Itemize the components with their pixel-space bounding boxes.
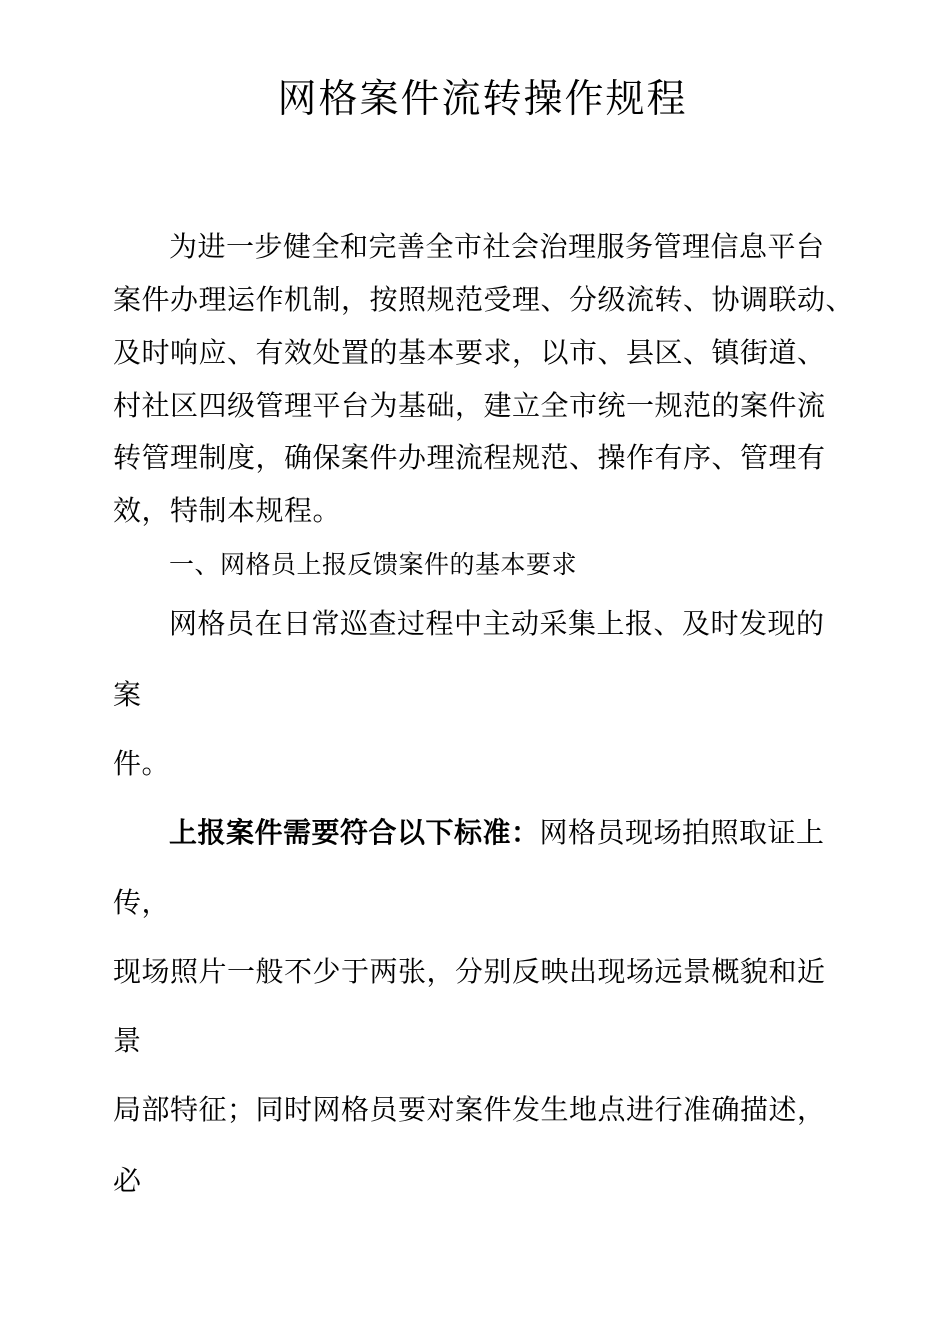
paragraph-line: 案件办理运作机制，按照规范受理、分级流转、协调联动、 — [113, 283, 855, 316]
paragraph-line: 必 — [113, 1164, 142, 1197]
paragraph-line: 转管理制度，确保案件办理流程规范、操作有序、管理有 — [113, 441, 826, 474]
paragraph-line: 景 — [113, 1024, 142, 1057]
paragraph-line: 件。 — [113, 747, 171, 780]
document-title: 网格案件流转操作规程 — [277, 77, 688, 122]
paragraph-line: 及时响应、有效处置的基本要求，以市、县区、镇街道、 — [113, 336, 826, 369]
paragraph-line: 传， — [113, 886, 171, 919]
paragraph-text: 网格员现场拍照取证上 — [539, 816, 825, 849]
paragraph-line: 网格员在日常巡查过程中主动采集上报、及时发现的 — [169, 607, 825, 640]
paragraph-line — [169, 813, 825, 853]
bold-lead-text: 上报案件需要符合以下标准： — [169, 816, 540, 849]
paragraph-line: 现场照片一般不少于两张，分别反映出现场远景概貌和近 — [113, 955, 826, 988]
paragraph-line: 效，特制本规程。 — [113, 494, 342, 527]
paragraph-line: 局部特征；同时网格员要对案件发生地点进行准确描述， — [113, 1093, 826, 1126]
paragraph-line: 为进一步健全和完善全市社会治理服务管理信息平台 — [169, 230, 825, 263]
paragraph-line: 村社区四级管理平台为基础，建立全市统一规范的案件流 — [113, 389, 826, 422]
paragraph-line: 案 — [113, 678, 142, 711]
section-heading: 一、网格员上报反馈案件的基本要求 — [169, 550, 578, 579]
